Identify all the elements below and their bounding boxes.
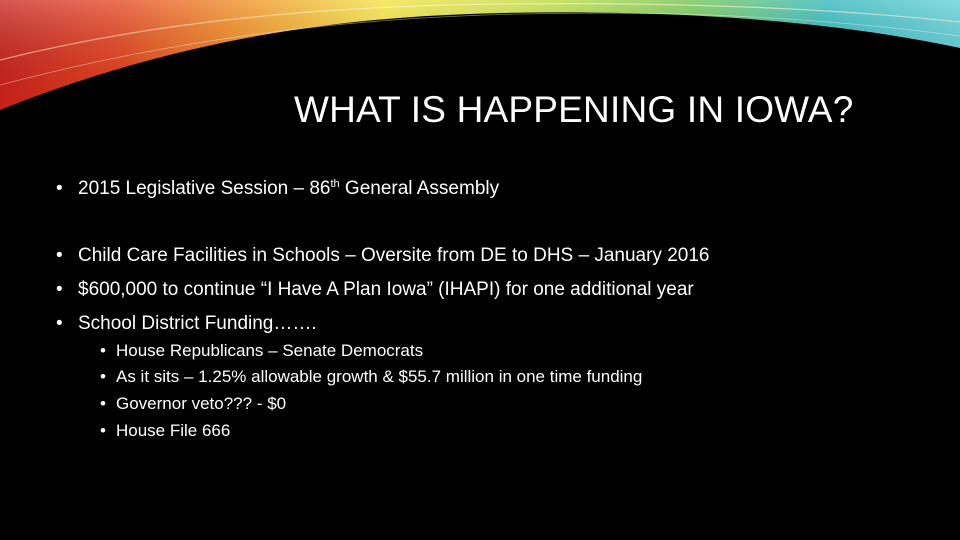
bullet-text: Child Care Facilities in Schools – Oversite from DE to DHS – January 2016 <box>78 245 710 266</box>
bullet-text: $600,000 to continue “I Have A Plan Iowa” (IHAPI) for one additional year <box>78 279 694 300</box>
bullet-item <box>56 244 709 268</box>
sub-bullet-text: As it sits – 1.25% allowable growth & $55.7 million in one time funding <box>116 367 643 386</box>
bullet-item <box>56 312 317 336</box>
bullet-superscript: th <box>330 178 340 190</box>
bullet-text-continued: General Assembly <box>339 178 500 199</box>
slide-title: WHAT IS HAPPENING IN IOWA? <box>294 89 854 130</box>
sub-bullet-item <box>100 420 230 442</box>
sub-bullet-item <box>100 340 423 362</box>
bullet-dot-icon: • <box>56 178 63 199</box>
bullet-item <box>56 177 499 201</box>
bullet-item <box>56 278 694 302</box>
bullet-dot-icon: • <box>56 245 63 266</box>
sub-bullet-text: House File 666 <box>116 421 231 440</box>
bullet-dot-icon: • <box>100 367 106 386</box>
sub-bullet-text: House Republicans – Senate Democrats <box>116 341 424 360</box>
sub-bullet-item <box>100 366 642 388</box>
bullet-dot-icon: • <box>100 394 106 413</box>
bullet-dot-icon: • <box>100 341 106 360</box>
bullet-dot-icon: • <box>56 279 63 300</box>
bullet-dot-icon: • <box>100 421 106 440</box>
sub-bullet-text: Governor veto??? - $0 <box>116 394 287 413</box>
bullet-text: 2015 Legislative Session – 86 <box>78 178 331 199</box>
sub-bullet-item <box>100 393 286 415</box>
bullet-text: School District Funding……. <box>78 313 317 334</box>
bullet-dot-icon: • <box>56 313 63 334</box>
